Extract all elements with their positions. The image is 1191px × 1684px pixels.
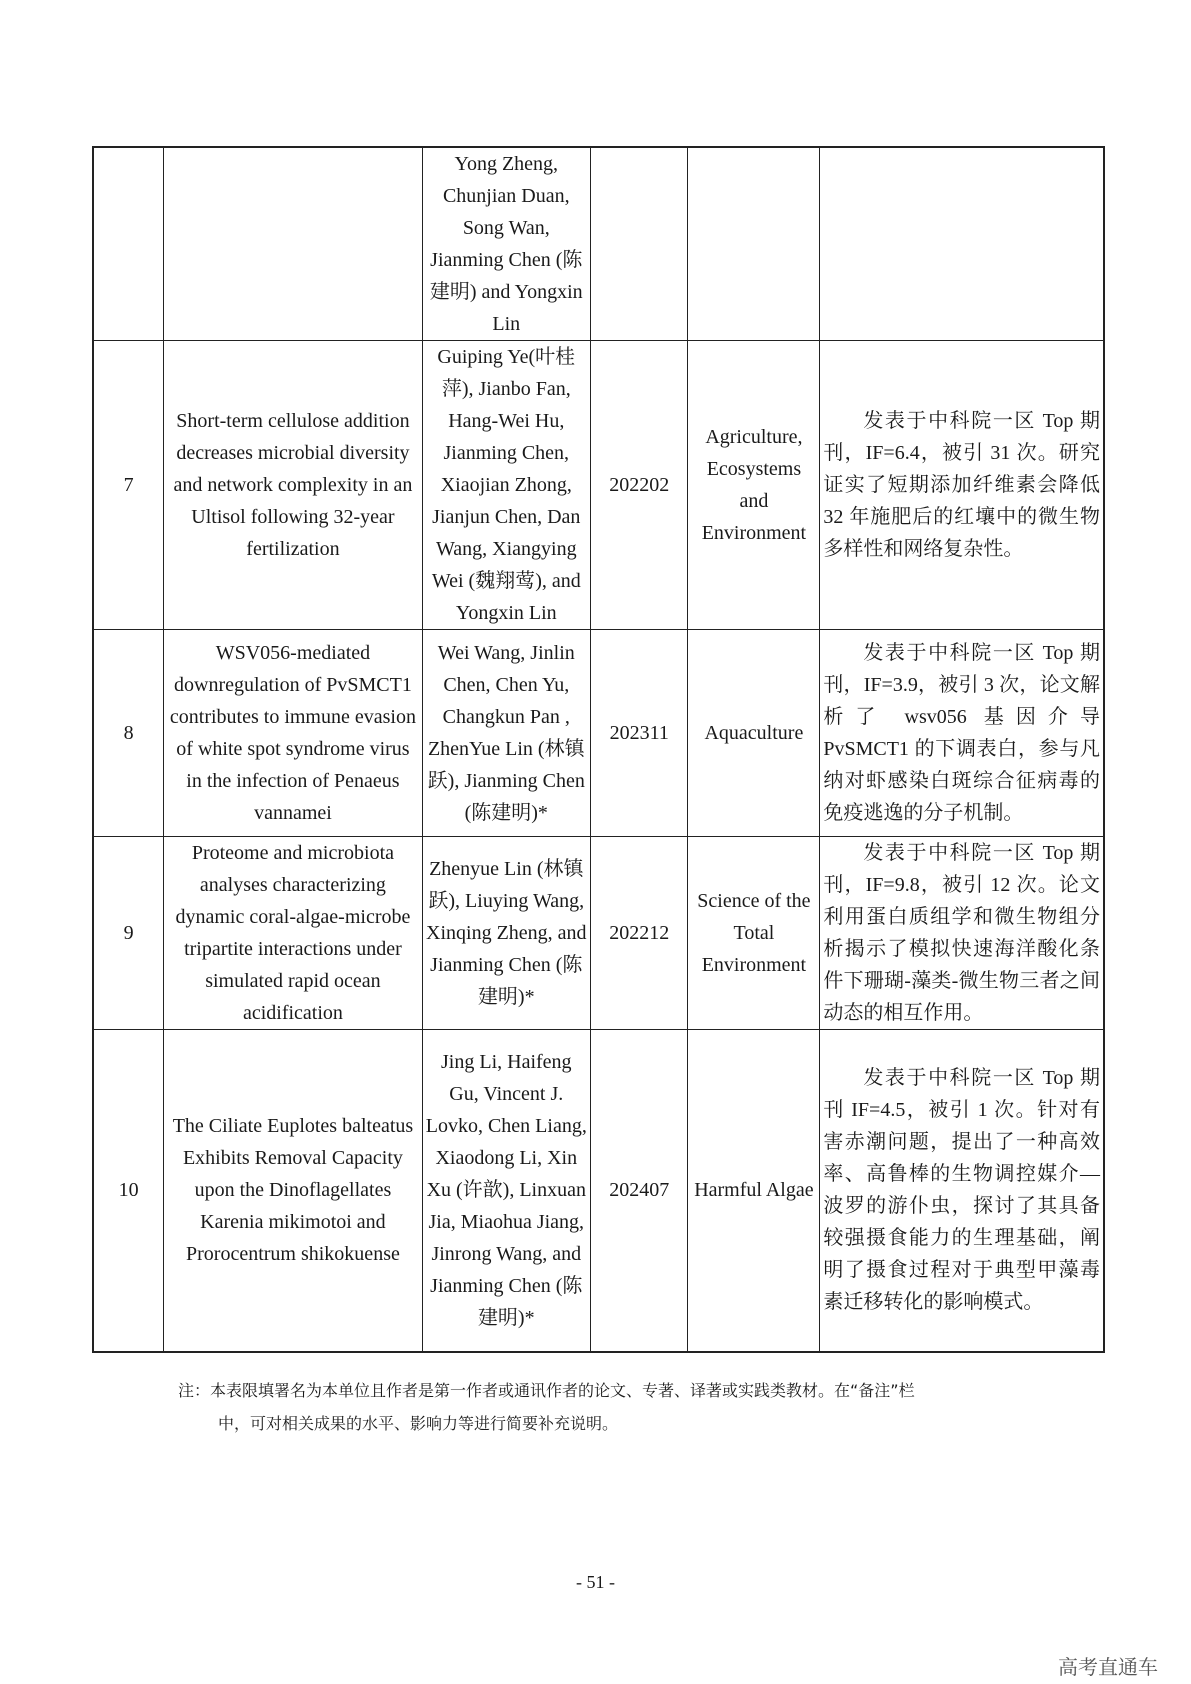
paper-authors: Zhenyue Lin (林镇跃), Liuying Wang, Xinqing Zheng, and Jianming Chen (陈建明)* bbox=[422, 837, 590, 1030]
row-number: 7 bbox=[93, 341, 164, 630]
table-row bbox=[93, 630, 1104, 837]
footnote-line: 中，可对相关成果的水平、影响力等进行简要补充说明。 bbox=[218, 1414, 619, 1433]
table-footnote bbox=[178, 1374, 1038, 1440]
watermark-text: 高考直通车 bbox=[1058, 1655, 1158, 1679]
row-number bbox=[93, 147, 164, 341]
paper-title: WSV056-mediated downregulation of PvSMCT1 contributes to immune evasion of white spot syndrome virus in the infection of Penaeus vannamei bbox=[164, 630, 422, 837]
publish-date: 202212 bbox=[590, 837, 688, 1030]
journal-name: Agriculture, Ecosystems and Environment bbox=[688, 341, 820, 630]
paper-authors: Guiping Ye(叶桂萍), Jianbo Fan, Hang-Wei Hu, Jianming Chen, Xiaojian Zhong, Jianjun Chen, Dan Wang, Xiangying Wei (魏翔莺), and Yongxin Lin bbox=[422, 341, 590, 630]
paper-title: Short-term cellulose addition decreases microbial diversity and network complexity in an Ultisol following 32-year fertilization bbox=[164, 341, 422, 630]
row-number: 8 bbox=[93, 630, 164, 837]
remark: 发表于中科院一区 Top 期刊，IF=6.4，被引 31 次。研究证实了短期添加纤维素会降低 32 年施肥后的红壤中的微生物多样性和网络复杂性。 bbox=[820, 341, 1104, 630]
remark: 发表于中科院一区 Top 期刊，IF=9.8，被引 12 次。论文利用蛋白质组学和微生物组分析揭示了模拟快速海洋酸化条件下珊瑚-藻类-微生物三者之间动态的相互作用。 bbox=[820, 837, 1104, 1030]
paper-authors: Yong Zheng, Chunjian Duan, Song Wan, Jianming Chen (陈建明) and Yongxin Lin bbox=[422, 147, 590, 341]
remark: 发表于中科院一区 Top 期刊，IF=3.9，被引 3 次，论文解析了 wsv056 基因介导 PvSMCT1 的下调表白，参与凡纳对虾感染白斑综合征病毒的免疫逃逸的分子机制。 bbox=[820, 630, 1104, 837]
remark bbox=[820, 147, 1104, 341]
table-row bbox=[93, 147, 1104, 341]
journal-name: Aquaculture bbox=[688, 630, 820, 837]
row-number: 9 bbox=[93, 837, 164, 1030]
paper-title bbox=[164, 147, 422, 341]
paper-authors: Jing Li, Haifeng Gu, Vincent J. Lovko, Chen Liang, Xiaodong Li, Xin Xu (许歆), Linxuan Jia, Miaohua Jiang, Jinrong Wang, and Jianming Chen (陈建明)* bbox=[422, 1030, 590, 1352]
publish-date: 202311 bbox=[590, 630, 688, 837]
table-row bbox=[93, 837, 1104, 1030]
journal-name: Harmful Algae bbox=[688, 1030, 820, 1352]
publication-table bbox=[92, 146, 1105, 1353]
journal-name: Science of the Total Environment bbox=[688, 837, 820, 1030]
row-number: 10 bbox=[93, 1030, 164, 1352]
footnote-line: 注：本表限填署名为本单位且作者是第一作者或通讯作者的论文、专著、译著或实践类教材。在“备注”栏 bbox=[178, 1381, 915, 1400]
publish-date: 202202 bbox=[590, 341, 688, 630]
remark: 发表于中科院一区 Top 期刊 IF=4.5，被引 1 次。针对有害赤潮问题，提出了一种高效率、高鲁棒的生物调控媒介—波罗的游仆虫，探讨了其具备较强摄食能力的生理基础，阐明了摄食过程对于典型甲藻毒素迁移转化的影响模式。 bbox=[820, 1030, 1104, 1352]
paper-title: Proteome and microbiota analyses characterizing dynamic coral-algae-microbe tripartite interactions under simulated rapid ocean acidification bbox=[164, 837, 422, 1030]
publish-date: 202407 bbox=[590, 1030, 688, 1352]
journal-name bbox=[688, 147, 820, 341]
table-row bbox=[93, 1030, 1104, 1352]
page-number: - 51 - bbox=[576, 1572, 615, 1592]
table-row bbox=[93, 341, 1104, 630]
publish-date bbox=[590, 147, 688, 341]
paper-authors: Wei Wang, Jinlin Chen, Chen Yu, Changkun Pan , ZhenYue Lin (林镇跃), Jianming Chen (陈建明)* bbox=[422, 630, 590, 837]
paper-title: The Ciliate Euplotes balteatus Exhibits Removal Capacity upon the Dinoflagellates Karenia mikimotoi and Prorocentrum shikokuense bbox=[164, 1030, 422, 1352]
